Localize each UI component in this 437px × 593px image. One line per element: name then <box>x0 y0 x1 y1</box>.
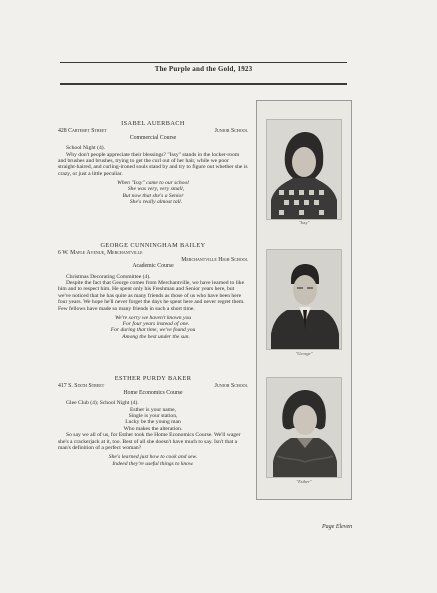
page-number: Page Eleven <box>322 524 353 530</box>
portrait-photo-george <box>266 249 342 350</box>
activities: Glee Club (4); School Night (4). <box>66 400 139 407</box>
course-name: Commercial Course <box>129 134 177 141</box>
verse-line: Single is your station, <box>128 413 178 420</box>
poem-line: She was very, very small, <box>127 186 185 193</box>
running-head: The Purple and the Gold, 1923 <box>154 65 253 73</box>
biography-paragraph: Why don't people appreciate their blessings? "Issy" stands in the locker-room and brushes and brushes, trying to get the curl out of her hair, while we poor straight-haired, and curling-ironed souls stand by and try to figure out whether she is crazy, or just a little peculiar. <box>58 151 248 177</box>
student-name: ISABEL AUERBACH <box>121 120 185 127</box>
poem <box>58 454 248 466</box>
poem <box>58 180 248 205</box>
poem <box>58 315 248 340</box>
poem-line: She's really almost tall. <box>129 198 183 205</box>
poem-line: She's learned just how to cook and sew. <box>108 454 198 461</box>
biography-paragraph: Despite the fact that George comes from Merchantville, we have learned to like him and to respect him. He spent only his Freshman and Senior years here, but we've noticed that he has quite as many friends as those of us who have been here four years. We hope he'll never forget the days he spent here and never regret them. Few fellows have made so many friends in such a short time. <box>58 280 245 312</box>
senior-entry-esther <box>58 376 248 467</box>
header-rule-top <box>60 62 347 63</box>
course-name: Home Economics Course <box>123 389 183 396</box>
poem-line: Among the best under the sun. <box>122 333 190 340</box>
student-name: ESTHER PURDY BAKER <box>114 375 192 382</box>
portrait-icon <box>267 250 341 349</box>
course-name: Academic Course <box>132 263 174 270</box>
poem-line: Indeed they're useful things to know. <box>112 460 194 467</box>
verse-line: Esther is your name, <box>130 406 176 413</box>
poem-line: We're sorry we haven't known you <box>114 315 192 322</box>
portrait-caption: "Esther" <box>296 479 312 484</box>
poem-line: But now that she's a Senior <box>122 192 184 199</box>
header-rule-bottom <box>60 83 347 85</box>
activities: School Night (4). <box>66 145 105 152</box>
student-name: GEORGE CUNNINGHAM BAILEY <box>100 242 206 249</box>
biography-paragraph: So say we all of us, for Esther took the Home Economics Course. We'll wager she's a crackerjack at it, too. Best of all she doesn't have much to say. Isn't that a man's definition of a perfect woman? <box>58 432 241 452</box>
poem-line: For during that time, we've found you <box>110 327 196 334</box>
portrait-column <box>256 100 352 500</box>
portrait-icon <box>267 120 341 219</box>
portrait-photo-esther <box>266 377 342 478</box>
portrait-caption: "George" <box>295 351 313 356</box>
home-address: 428 Carteret Street <box>58 128 107 135</box>
home-address: 6 W. Maple Avenue, Merchantville <box>58 250 143 257</box>
senior-entry-isabel <box>58 121 248 205</box>
verse-line: Who makes the alteration. <box>123 425 183 432</box>
previous-school: Merchantville High School <box>181 256 248 263</box>
portrait-caption: "Issy" <box>298 220 310 225</box>
activities: Christmas Decorating Committee (4). <box>66 273 151 280</box>
verse <box>58 407 248 433</box>
poem-line: For four years instead of one. <box>122 321 190 328</box>
portrait-photo-isabel <box>266 119 342 220</box>
senior-entry-george <box>58 243 248 340</box>
poem-line: When "Issy" came to our school <box>117 180 189 187</box>
previous-school: Junior School <box>214 383 248 390</box>
previous-school: Junior School <box>214 128 248 135</box>
verse-line: Lucky be the young man <box>125 419 181 426</box>
home-address: 417 S. Sixth Street <box>58 383 105 390</box>
portrait-icon <box>267 378 341 477</box>
